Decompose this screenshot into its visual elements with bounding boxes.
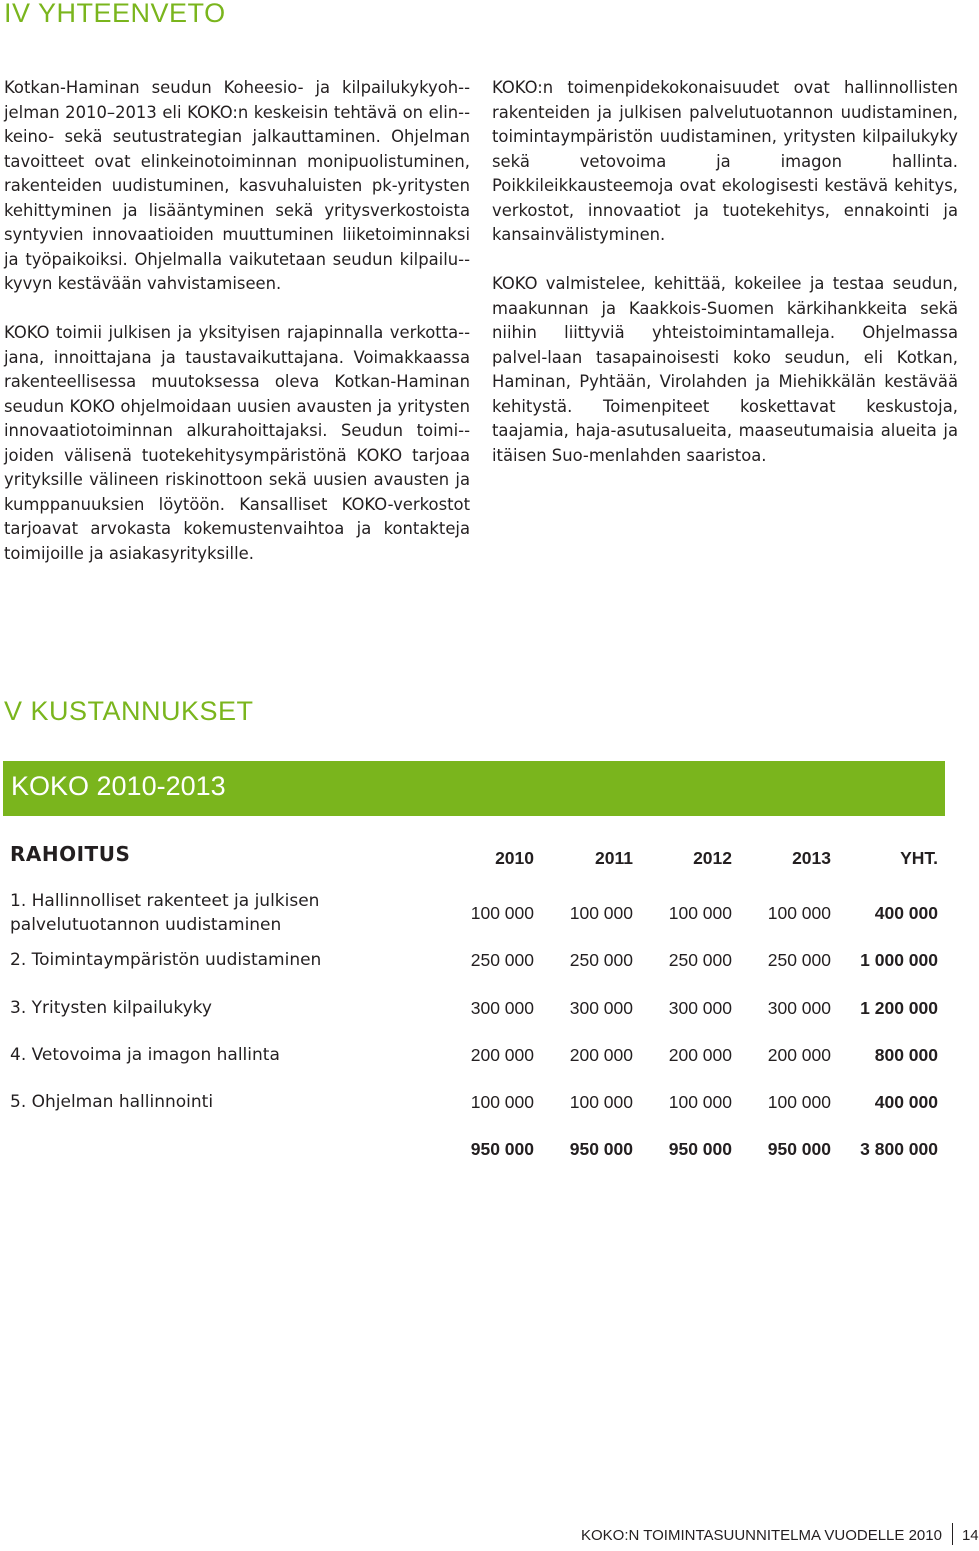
paragraph: KOKO toimii julkisen ja yksityisen rajapinnalla verkotta-jana, innoittajana ja taustavaikuttajana. Voimakkaassa rakenteellisessa muutoksessa oleva Kotkan-Haminan seudun KOKO ohjelmoidaan uusien avausten ja yritysten innovaatiotoiminnan alkurahoittajaksi. Seudun toimi-joiden välisenä tuotekehitysympäristönä KOKO tarjoaa yrityksille välineen riskinottoon sekä uusien avausten ja kumppanuuksien löytöön. Kansalliset KOKO-verkostot tarjoavat arvokasta kokemustenvaihtoa ja kontakteja toimijoille ja asiakasyrityksille. (4, 323, 470, 563)
table-totals-row (0, 1133, 960, 1163)
row-label: 4. Vetovoima ja imagon hallinta (10, 1045, 280, 1065)
paragraph: KOKO:n toimenpidekokonaisuudet ovat hallinnollisten rakenteiden ja julkisen palvelutuotannon uudistaminen, toimintaympäristön uudistaminen, yritysten kilpailukyky sekä vetovoima ja imagon hallinta. Poikkileikkausteemoja ovat ekologisesti kestävä kehitys, verkostot, innovaatiot ja tuotekehitys, ennakointi ja kansainvälistyminen. (492, 78, 958, 244)
cell: 200 000 (470, 1045, 534, 1065)
header-label: RAHOITUS (10, 842, 131, 866)
footer-divider (952, 1523, 953, 1545)
row-total: 800 000 (874, 1045, 938, 1065)
cell: 100 000 (668, 903, 732, 923)
cell: 200 000 (668, 1045, 732, 1065)
cell: 100 000 (767, 1092, 831, 1112)
cell: 300 000 (470, 998, 534, 1018)
cell: 300 000 (569, 998, 633, 1018)
cell: 250 000 (668, 950, 732, 970)
section-heading-kustannukset: V KUSTANNUKSET (4, 696, 254, 726)
cell: 300 000 (767, 998, 831, 1018)
total-cell: 950 000 (767, 1139, 831, 1159)
section-heading-yhteenveto: IV YHTEENVETO (4, 0, 226, 28)
table-row (0, 1039, 960, 1069)
page-number: 14 (961, 1527, 979, 1544)
column-header: 2012 (693, 848, 732, 868)
cell: 200 000 (767, 1045, 831, 1065)
table-row (0, 944, 960, 974)
row-total: 1 200 000 (860, 998, 938, 1018)
page-footer (581, 1523, 979, 1545)
cell: 250 000 (767, 950, 831, 970)
row-total: 1 000 000 (860, 950, 938, 970)
cell: 100 000 (569, 1092, 633, 1112)
table-row (0, 885, 960, 937)
row-label: 1. Hallinnolliset rakenteet ja julkisen palvelutuotannon uudistaminen (10, 891, 320, 935)
summary-right-column (492, 76, 958, 493)
cell: 300 000 (668, 998, 732, 1018)
row-total: 400 000 (874, 1092, 938, 1112)
cell: 100 000 (470, 1092, 534, 1112)
row-label: 5. Ohjelman hallinnointi (10, 1092, 214, 1112)
cell: 250 000 (569, 950, 633, 970)
banner-title: KOKO 2010-2013 (11, 771, 226, 801)
cell: 100 000 (470, 903, 534, 923)
cell: 200 000 (569, 1045, 633, 1065)
summary-left-column (4, 76, 470, 591)
column-header: YHT. (900, 848, 938, 868)
column-header: 2011 (595, 848, 633, 868)
row-total: 400 000 (874, 903, 938, 923)
cell: 100 000 (569, 903, 633, 923)
table-row (0, 1086, 960, 1116)
cell: 100 000 (668, 1092, 732, 1112)
column-header: 2010 (495, 848, 534, 868)
table-banner (3, 761, 945, 816)
cell: 100 000 (767, 903, 831, 923)
total-cell: 950 000 (569, 1139, 633, 1159)
paragraph: Kotkan-Haminan seudun Koheesio- ja kilpailukykyoh-jelman 2010–2013 eli KOKO:n keskeisin tehtävä on elin-keino- sekä seutustrategian jalkauttaminen. Ohjelman tavoitteet ovat elinkeinotoiminnan monipuolistuminen, rakenteiden uudistuminen, kasvuhaluisten pk-yritysten kehittyminen ja lisääntyminen sekä yritysverkostoista syntyvien innovaatioiden muuttuminen liiketoiminnaksi ja työpaikoiksi. Ohjelmalla vaikutetaan seudun kilpailu-kyvyn kestävään vahvistamiseen. (4, 78, 470, 293)
total-cell: 950 000 (470, 1139, 534, 1159)
row-label: 2. Toimintaympäristön uudistaminen (10, 950, 322, 970)
total-cell: 950 000 (668, 1139, 732, 1159)
table-row (0, 992, 960, 1022)
table-header-row (0, 842, 960, 872)
column-header: 2013 (792, 848, 831, 868)
grand-total: 3 800 000 (860, 1139, 938, 1159)
paragraph: KOKO valmistelee, kehittää, kokeilee ja testaa seudun, maakunnan ja Kaakkois-Suomen kärkihankkeita sekä niihin liittyviä yhteistoimintamalleja. Ohjelmassa palvel-laan tasapainoisesti koko seudun, eli Kotkan, Haminan, Pyhtään, Virolahden ja Miehikkälän kestävää kehitystä. Toimenpiteet koskettavat keskustoja, taajamia, haja-asutusalueita, maaseutumaisia alueita ja itäisen Suo-menlahden saaristoa. (492, 274, 958, 465)
footer-title: KOKO:N TOIMINTASUUNNITELMA VUODELLE 2010 (581, 1527, 942, 1544)
cell: 250 000 (470, 950, 534, 970)
row-label: 3. Yritysten kilpailukyky (10, 998, 212, 1018)
